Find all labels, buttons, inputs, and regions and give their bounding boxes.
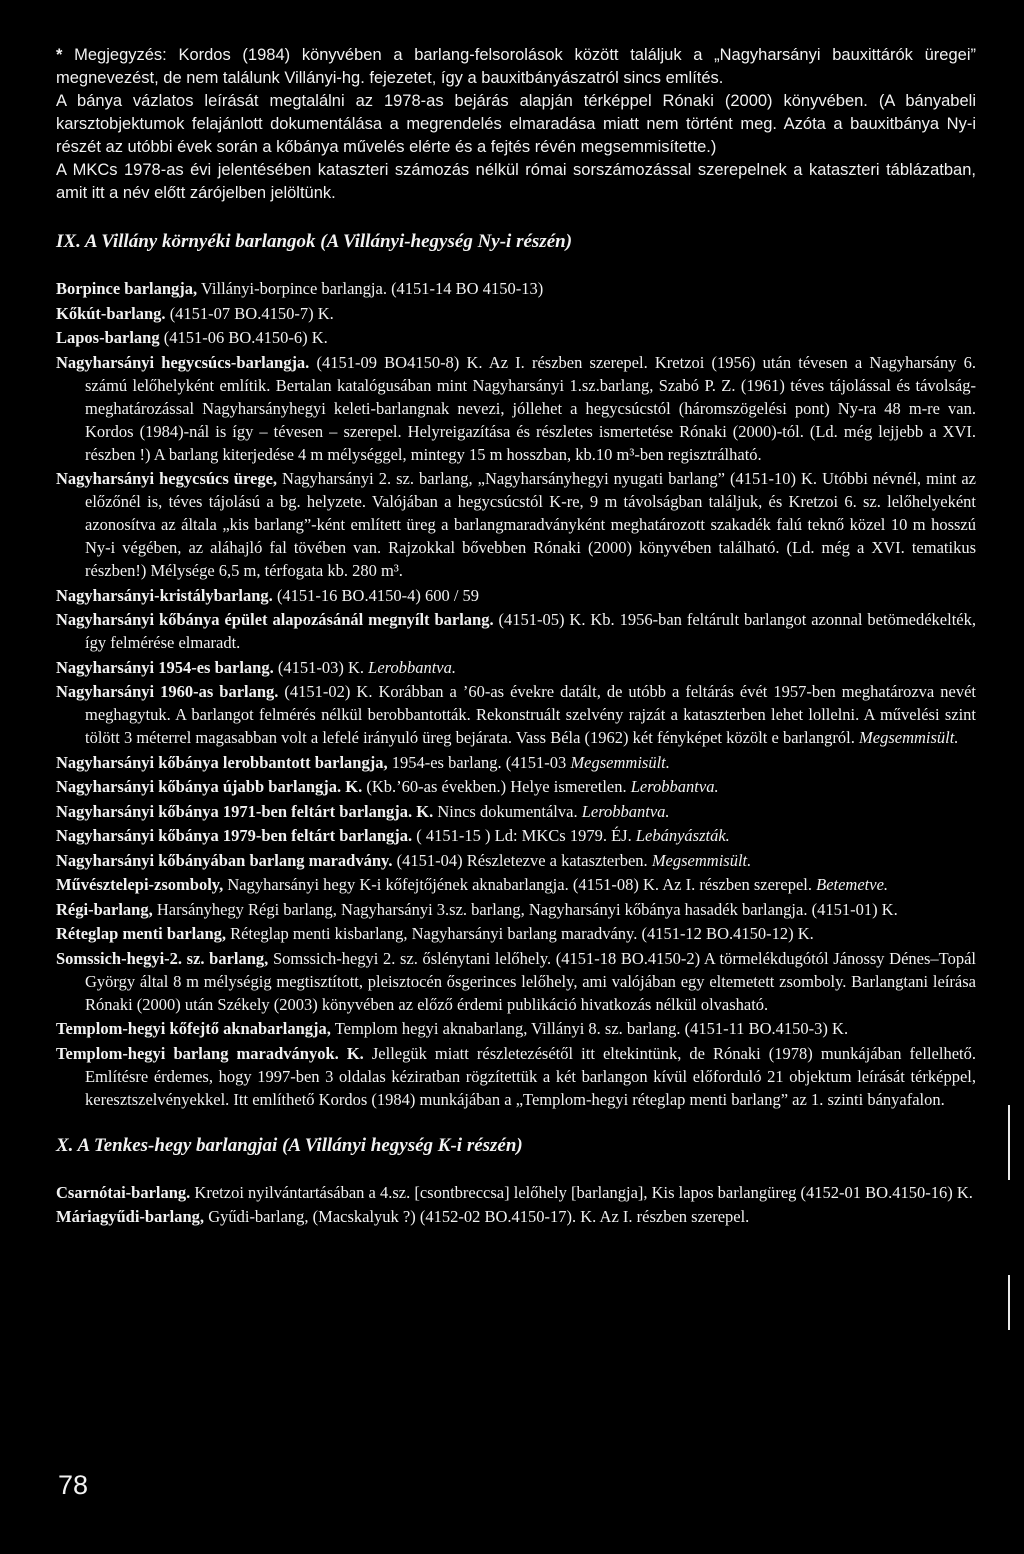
section-ix-entries bbox=[56, 277, 976, 1111]
cave-entry bbox=[56, 302, 976, 325]
section-x-heading: X. A Tenkes-hegy barlangjai (A Villányi hegység K-i részén) bbox=[56, 1134, 523, 1156]
section-ix-heading: IX. A Villány környéki barlangok (A Villányi-hegység Ny-i részén) bbox=[56, 231, 573, 252]
cave-entry bbox=[56, 608, 976, 654]
cave-entry bbox=[56, 351, 976, 466]
cave-name: Lapos-barlang bbox=[56, 328, 160, 347]
cave-entry bbox=[56, 849, 976, 872]
page-number: 78 bbox=[58, 1470, 89, 1500]
cave-description: Somssich-hegyi 2. sz. őslénytani lelőhely. (4151-18 BO.4150-2) A törmelékdugótól Jánossy Dénes–Topál György által 8 m mélységig megtisztított, pleisztocén ősgerinces lelőhely, ami valójában egy eltemetett zsomboly. Barlangtani leírása Rónaki (2000) után Székely (2003) könyvében az előző érdemi publikáció hivatkozás nélkül olvasható. bbox=[85, 948, 976, 1014]
cave-entry bbox=[56, 775, 976, 798]
cave-status: Lerobbantva. bbox=[368, 657, 456, 677]
cave-description: Nagyharsányi 2. sz. barlang, „Nagyharsányhegyi nyugati barlang” (4151-10) K. Utóbbi névnél, mint az előzőnél is, téves tájolású a bg. helyzete. Valójában a hegycsúcstól K-re, 9 m távolságban találjuk, és Kretzoi 6. sz. lelőhelyeként azonosítva az általa „kis barlang”-ként említett üreg a barlangmaradványként meghatározott szakadék falú teknő közel 10 m hosszú Ny-i végében, az aláhajló fal tövében van. Rajzokkal bővebben Rónaki (2000) könyvében található. (Ld. még a XVI. tematikus részben!) Mélysége 6,5 m, térfogata kb. 280 m³. bbox=[85, 469, 976, 580]
cave-entry bbox=[56, 873, 976, 896]
cave-status: Lerobbantva. bbox=[630, 777, 719, 796]
cave-name: Nagyharsányi kőbánya 1971-ben feltárt barlangja. K. bbox=[56, 801, 434, 821]
cave-description: Harsányhegy Régi barlang, Nagyharsányi 3.sz. barlang, Nagyharsányi kőbánya hasadék barlangja. (4151-01) K. bbox=[152, 899, 898, 919]
cave-name: Réteglap menti barlang, bbox=[56, 924, 227, 943]
cave-entry bbox=[56, 947, 976, 1016]
cave-entry bbox=[56, 1205, 976, 1228]
cave-description: (4151-05) K. Kb. 1956-ban feltárult barlangot azonnal betömedékelték, így felmérése elmaradt. bbox=[85, 610, 976, 652]
cave-name: Somssich-hegyi-2. sz. barlang, bbox=[56, 948, 269, 968]
cave-description: Kretzoi nyilvántartásában a 4.sz. [csontbreccsa] lelőhely [barlangja], Kis lapos barlangüreg (4152-01 BO.4150-16) K. bbox=[190, 1182, 973, 1202]
footnote-paragraph-1 bbox=[56, 44, 976, 90]
cave-description: 1954-es barlang. (4151-03 bbox=[387, 752, 571, 772]
cave-entry bbox=[56, 326, 976, 349]
cave-status: Megsemmisült. bbox=[859, 728, 959, 747]
cave-description: Templom hegyi aknabarlang, Villányi 8. sz. barlang. (4151-11 BO.4150-3) K. bbox=[330, 1019, 849, 1038]
cave-entry bbox=[56, 1042, 976, 1111]
cave-status: Lebányászták. bbox=[635, 826, 730, 845]
cave-entry bbox=[56, 584, 976, 607]
cave-description: (Kb.’60-as években.) Helye ismeretlen. bbox=[362, 777, 631, 796]
cave-entry bbox=[56, 751, 976, 774]
cave-name: Nagyharsányi kőbánya újabb barlangja. K. bbox=[56, 777, 363, 796]
cave-status: Lerobbantva. bbox=[581, 801, 670, 821]
cave-name: Nagyharsányi kőbánya 1979-ben feltárt barlangja. bbox=[56, 826, 413, 845]
cave-description: ( 4151-15 ) Ld: MKCs 1979. ÉJ. bbox=[412, 826, 636, 845]
cave-description: (4151-03) K. bbox=[273, 657, 369, 677]
cave-name: Nagyharsányi kőbánya épület alapozásánál megnyílt barlang. bbox=[56, 610, 494, 629]
cave-description: Villányi-borpince barlangja. (4151-14 BO 4150-13) bbox=[197, 279, 544, 298]
cave-name: Csarnótai-barlang. bbox=[56, 1182, 191, 1202]
footnote-star: * bbox=[56, 46, 63, 64]
cave-description: (4151-07 BO.4150-7) K. bbox=[165, 303, 334, 323]
cave-description: Nagyharsányi hegy K-i kőfejtőjének aknabarlangja. (4151-08) K. Az I. részben szerepel. bbox=[223, 875, 817, 894]
cave-entry bbox=[56, 898, 976, 921]
cave-name: Régi-barlang, bbox=[56, 899, 153, 919]
cave-name: Máriagyűdi-barlang, bbox=[56, 1207, 205, 1226]
cave-entry bbox=[56, 824, 976, 847]
cave-entry bbox=[56, 1017, 976, 1040]
cave-name: Nagyharsányi hegycsúcs-barlangja. bbox=[56, 352, 310, 372]
cave-entry bbox=[56, 680, 976, 749]
cave-name: Művésztelepi-zsomboly, bbox=[56, 875, 224, 894]
cave-description: Nincs dokumentálva. bbox=[433, 801, 582, 821]
cave-entry bbox=[56, 656, 976, 679]
cave-name: Nagyharsányi-kristálybarlang. bbox=[56, 585, 273, 605]
cave-name: Nagyharsányi 1954-es barlang. bbox=[56, 657, 274, 677]
cave-description: (4151-04) Részletezve a kataszterben. bbox=[392, 850, 652, 870]
cave-description: (4151-02) K. Korábban a ’60-as évekre datált, de utóbb a feltárás évét 1957-ben meghatározva nevét meghagytuk. A barlangot felmérés nélkül berobbantották. Rekonstruált szelvény rajzát a kataszterben lehet lollelni. A művelési szint tölött 3 méterrel magasabban volt a lefelé irányuló üreg bejárata. Vass Béla (1962) két fényképet közölt e barlangról. bbox=[85, 682, 976, 747]
cave-name: Nagyharsányi kőbánya lerobbantott barlangja, bbox=[56, 752, 388, 772]
footnote-paragraph-3: A MKCs 1978-as évi jelentésében kataszteri számozás nélkül római sorszámozással szerepelnek a kataszteri táblázatban, amit itt a név előtt zárójelben jelöltünk. bbox=[56, 161, 976, 202]
cave-description: (4151-09 BO4150-8) K. Az I. részben szerepel. Kretzoi (1956) után tévesen a Nagyharsány 6. számú lelőhelyként említik. Bertalan katalógusában mint Nagyharsányi 1.sz.barlang, Szabó P. Z. (1961) téves tájolással és távolság-meghatározással Nagyharsányhegyi keleti-barlangnak nevezi, jóllehet a hegycsúcstól (háromszögelési pont) Ny-ra 48 m-re van. Kordos (1984)-nál is így – tévesen – szerepel. Helyreigazítása és részletes ismertetése Rónaki (2000)-tól. (Ld. még lejjebb a XVI. részben !) A barlang kiterjedése 4 m mélységgel, mintegy 15 m hosszban, kb.10 m³-ben regisztrálható. bbox=[85, 352, 976, 464]
cave-entry bbox=[56, 277, 976, 300]
cave-description: Réteglap menti kisbarlang, Nagyharsányi barlang maradvány. (4151-12 BO.4150-12) K. bbox=[226, 924, 814, 943]
cave-entry bbox=[56, 467, 976, 582]
cave-name: Nagyharsányi 1960-as barlang. bbox=[56, 682, 279, 701]
cave-description: Jellegük miatt részletezésétől itt eltekintünk, de Rónaki (1978) munkájában fellelhető. Említésre érdemes, hogy 1997-ben 3 oldalas kéziratban rögzítettük a két barlangon kívül előforduló 21 objektum leírását térképpel, keresztszelvényekkel. Itt említhető Kordos (1984) munkájában a „Templom-hegyi réteglap menti barlang” az 1. szinti bányafalon. bbox=[85, 1043, 976, 1109]
cave-name: Templom-hegyi kőfejtő aknabarlangja, bbox=[56, 1019, 331, 1038]
cave-entry bbox=[56, 1181, 976, 1204]
cave-status: Megsemmisült. bbox=[570, 752, 670, 772]
cave-name: Templom-hegyi barlang maradványok. K. bbox=[56, 1043, 364, 1063]
cave-description: (4151-16 BO.4150-4) 600 / 59 bbox=[272, 585, 480, 605]
footnote-text-1: Megjegyzés: Kordos (1984) könyvében a barlang-felsorolások között találjuk a „Nagyharsányi bauxittárók üregei” megnevezést, de nem találunk Villányi-hg. fejezetet, így a bauxitbányászatról sincs említés. bbox=[56, 46, 976, 87]
cave-entry bbox=[56, 922, 976, 945]
cave-entry bbox=[56, 800, 976, 823]
cave-status: Betemetve. bbox=[816, 875, 889, 894]
margin-bar bbox=[1008, 1105, 1010, 1180]
cave-name: Nagyharsányi kőbányában barlang maradvány. bbox=[56, 850, 393, 870]
cave-description: Gyűdi-barlang, (Macskalyuk ?) (4152-02 BO.4150-17). K. Az I. részben szerepel. bbox=[204, 1207, 750, 1226]
cave-name: Nagyharsányi hegycsúcs ürege, bbox=[56, 469, 278, 488]
footnote-block bbox=[56, 44, 976, 205]
section-x-entries bbox=[56, 1181, 976, 1229]
page-content bbox=[56, 44, 976, 1230]
footnote-paragraph-2: A bánya vázlatos leírását megtalálni az 1978-as bejárás alapján térképpel Rónaki (2000) könyvében. (A bányabeli karsztobjektumok felajánlott dokumentálása a megrendelés elmaradása miatt nem történt meg. Azóta a bauxitbánya Ny-i részét az utóbbi évek során a kőbánya művelés elérte és a fejtés révén megsemmisítette.) bbox=[56, 92, 976, 156]
cave-name: Kőkút-barlang. bbox=[56, 303, 166, 323]
cave-status: Megsemmisült. bbox=[651, 850, 752, 870]
cave-description: (4151-06 BO.4150-6) K. bbox=[159, 328, 328, 347]
margin-bar bbox=[1008, 1275, 1010, 1330]
cave-name: Borpince barlangja, bbox=[56, 279, 198, 298]
